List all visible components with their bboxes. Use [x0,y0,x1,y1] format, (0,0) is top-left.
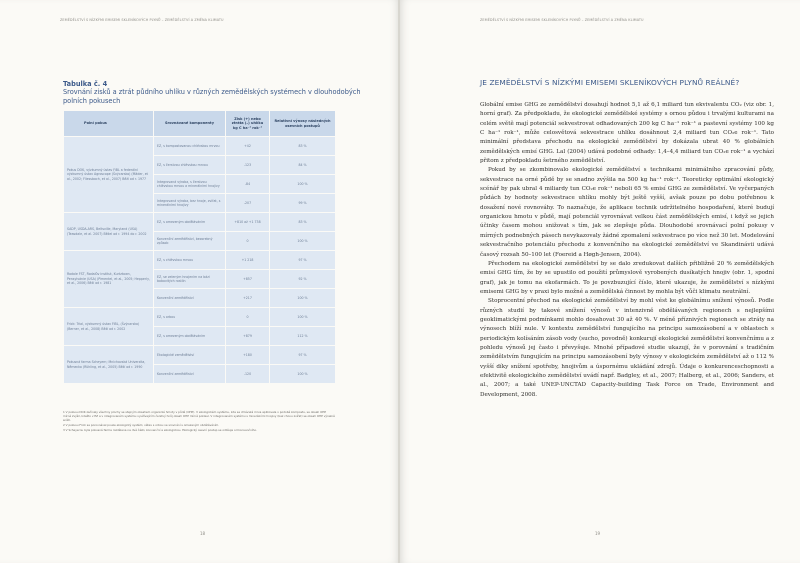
table-row [64,213,336,232]
header-component: Srovnávané komponenty [154,111,226,137]
study-cell: Pokusná farma Scheyern; Mnichovská Univerzita, Německo (Rühling, et al., 2005) Běží od r. 1990 [64,346,154,384]
soil-carbon-table [63,110,336,384]
relative-yield-cell: 100 % [270,289,336,308]
relative-yield-cell: 112 % [270,327,336,346]
relative-yield-cell: 97 % [270,346,336,365]
page-number: 19 [595,531,601,536]
article-paragraph: Stoprocentní přechod na ekologické zemědělství by mohl vést ke globálnímu snížení výnosů. Podle různých studií by takové snížení výnosů v intenzivně obdělávaných regionech s nejlepšími geoklimatickými podmínkami mohlo dosahovat 30 až 40 %. V méně příznivých regionech se ztráty na výnosech blíží nule. V kontextu zemědělství fungujícího na principu samozásobení a v oblastech s periodickým kolísáním zásob vody (sucho, povodně) konkurují ekologické zemědělství konvenčnímu a z pohledu výnosů jej často i převyšuje. Mnohé případové studie ukazují, že v porovnání s tradičním zemědělstvím fungujícím na principu samozásobení byly výnosy v ekologickém zemědělství až o 112 % vyšší díky snížení spotřeby, hnojivům a úspornému ukládání zdrojů. Údaje o konkurenceschopnosti a efektivitě ekologického zemědělství uvádí např. Badgley, et al., 2007; Halberg, et al., 2006; Sanders, et al., 2007; a také UNEP-UNCTAD Capacity-building Task Force on Trade, Environment and Development, 2008. [480,298,774,398]
header-relative: Relativní výnosy následných osevních postupů [270,111,336,137]
article-body [480,101,774,400]
header-study: Polní pokus [64,111,154,137]
value-cell: +180 [226,346,270,365]
table-row [64,251,336,270]
component-cell: Integrovaná výroba, s čerstvou chlévskou mrvou a minerálními hnojivy [154,175,226,194]
value-cell: +217 [226,289,270,308]
component-cell: EZ, s chlévskou mrvou [154,251,226,270]
table-note: 1 V pokusu DOK začínaly všechny plochy se stejným obsahem organické hmoty v půdě (OHP). V ekologickém systému, kde se chlévská mrva aplikovala v podobě kompostu, se obsah OHP mírně zvýšil, kdežto v EZ a v integrovaném systému využívajícím čerstvý hnůj obsah OHP mírně poklesl. V integrovaném systému s minerálními hnojivy (bez chovu zvířat) se obsah OHP výrazně snížil. [63,410,335,423]
component-cell: EZ, s čerstvou chlévskou mrvou [154,156,226,175]
table-caption [63,80,363,105]
relative-yield-cell: 100 % [270,175,336,194]
value-cell: -123 [226,156,270,175]
component-cell: EZ, s kompostovanou chlévskou mrvou [154,137,226,156]
relative-yield-cell: 100 % [270,232,336,251]
value-cell: +810 až +1 738 [226,213,270,232]
value-cell: -207 [226,194,270,213]
article-paragraph: Přechodem na ekologické zemědělství by se dalo zredukovat dalších přibližně 20 % zemědělských emisí GHG tím, že by se upustilo od použití průmyslově vyrobených dusíkatých hnojiv (obr. 1, spodní graf), jak je tomu na ekofarmách. To je povzbuzující číslo, které ukazuje, že zemědělství s nízkými emisemi GHG by v praxi bylo možné a zemědělská činnost by mohla být vůči klimatu neutrální. [480,260,774,295]
table-note: 3 V Scheyernu byla pokusná farma rozdělena na dvě části, konvenční a ekologickou. Ekologický osevní postup se odlišuje od konvenčního. [63,427,257,432]
relative-yield-cell: 84 % [270,156,336,175]
table-number: Tabulka č. 4 [63,80,108,88]
component-cell: Konvenční zemědělství [154,289,226,308]
right-page [400,0,800,563]
relative-yield-cell: 92 % [270,270,336,289]
value-cell: +857 [226,270,270,289]
study-cell: SADP, USDA-ARS, Beltsville, Maryland (USA) (Teasdale, et al. 2007) Běžel od r. 1994 do r. 2002 [64,213,154,251]
relative-yield-cell: 100 % [270,365,336,384]
value-cell: -120 [226,365,270,384]
running-head: ZEMĚDĚLSTVÍ S NÍZKÝMI EMISEMI SKLENÍKOVÝCH PLYNŮ – ZEMĚDĚLSTVÍ A ZMĚNA KLIMATU [60,18,224,22]
article-title: JE ZEMĚDĚLSTVÍ S NÍZKÝMI EMISEMI SKLENÍKOVÝCH PLYNŮ REÁLNÉ? [480,78,740,87]
running-head: ZEMĚDĚLSTVÍ S NÍZKÝMI EMISEMI SKLENÍKOVÝCH PLYNŮ – ZEMĚDĚLSTVÍ A ZMĚNA KLIMATU [480,18,644,22]
table-title: Srovnání zisků a ztrát půdního uhlíku v různých zemědělských systémech v dlouhodobých polních pokusech [63,88,361,105]
table-row [64,346,336,365]
table-row [64,308,336,327]
left-page [0,0,399,563]
table-note: 2 V pokusu Frick se porovnával pouze ekologický systém; větev s orbou ve srovnání s omezeným obděláváním. [63,422,220,427]
article-paragraph: Globální emise GHG ze zemědělství dosahují hodnot 5,1 až 6,1 miliard tun ekvivalentu CO₂ (viz obr. 1, horní graf). Za předpokladu, že ekologické zemědělské systémy s ornou půdou i trvalými kulturami na celém světě mají potenciál sekvestrovat odhadovaných 200 kg C ha⁻¹ rok⁻¹ a pastevní systémy 100 kg C ha⁻¹ rok⁻¹, může celosvětová sekvestrace uhlíku dosáhnout 2,4 miliard tun CO₂e rok⁻¹. Tato minimální představa přechodu na ekologické zemědělství by dokázala ubrat 40 % globálních zemědělských emisí GHG. Lal (2004) udává podobné odhady: 1,4–4,4 miliard tun CO₂e rok⁻¹ a vychází přitom z předpokladu šetrného zemědělství. [480,102,774,165]
component-cell: EZ, s orbou [154,308,226,327]
component-cell: EZ, s omezeným obděláváním [154,213,226,232]
value-cell: +42 [226,137,270,156]
study-cell: Rodale FST, Rodalův institut, Kurtztown, Pensylvánie (USA) (Pimentel, et al., 2005; Hepperly, et al., 2006) Běží od r. 1981 [64,251,154,308]
component-cell: EZ, s omezeným obděláváním [154,327,226,346]
relative-yield-cell: 83 % [270,137,336,156]
value-cell: -84 [226,175,270,194]
value-cell: 0 [226,308,270,327]
relative-yield-cell: 100 % [270,308,336,327]
component-cell: EZ, se zeleným hnojením na bázi bobovitých rostlin [154,270,226,289]
value-cell: +879 [226,327,270,346]
relative-yield-cell: 99 % [270,194,336,213]
table-header-row [64,111,336,137]
value-cell: +1 218 [226,251,270,270]
component-cell: Integrovaná výroba, bez hnoje, zvířat, s minerálními hnojivy [154,194,226,213]
header-gain: Zisk (+) nebo ztráta (–) uhlíku kg C ha⁻¹ rok⁻¹ [226,111,270,137]
component-cell: Konvenční zemědělství, bezorebný způsob [154,232,226,251]
relative-yield-cell: 97 % [270,251,336,270]
study-cell: Pokus DOK, výzkumný ústav FiBL a federální výzkumný ústav Agroscope (Švýcarsko) (Mäder, et al., 2002; Fliessbach, et al., 2007) Běží od r. 1977 [64,137,154,213]
table-notes [63,410,335,432]
study-cell: Frick: Trial, výzkumný ústav FiBL, (Švýcarsko) (Berner, et al., 2008) Běží od r. 2002 [64,308,154,346]
article-paragraph: Pokud by se zkombinovalo ekologické zemědělství s technikami minimálního zpracování půdy, sekvestrace na orné půdě by se snadno zvýšila na 500 kg ha⁻¹ rok⁻¹. Teoreticky optimální ekologický scénář by pak ubral 4 miliardy tun CO₂e rok⁻¹ neboli 65 % emisí GHG ze zemědělství. Ve vyčerpaných půdách by hodnoty sekvestrace uhlíku mohly být ještě vyšší, avšak pouze po dobu potřebnou k dosažení nové rovnováhy. To naznačuje, že aplikace technik udržitelného hospodaření, které budují organickou hmotu v půdě, mají potenciál vyrovnávat velkou část zemědělských emisí, i když se jejich účinky časem mohou snižovat s tím, jak se zlepšuje půda. Dlouhodobé srovnávací polní pokusy v mírných podnebných pásech nevykazovaly žádné zpomalení sekvestrace po více než 30 let. Modelování sekvestračního potenciálu přechodu z konvenčního na ekologické zemědělství ve Skandinávii udává časový rozsah 50–100 let (Foereid a Høgh-Jensen, 2004). [480,167,774,258]
table-row [64,137,336,156]
relative-yield-cell: 83 % [270,213,336,232]
component-cell: Ekologické zemědělství [154,346,226,365]
component-cell: Konvenční zemědělství [154,365,226,384]
value-cell: 0 [226,232,270,251]
page-number: 18 [200,531,206,536]
